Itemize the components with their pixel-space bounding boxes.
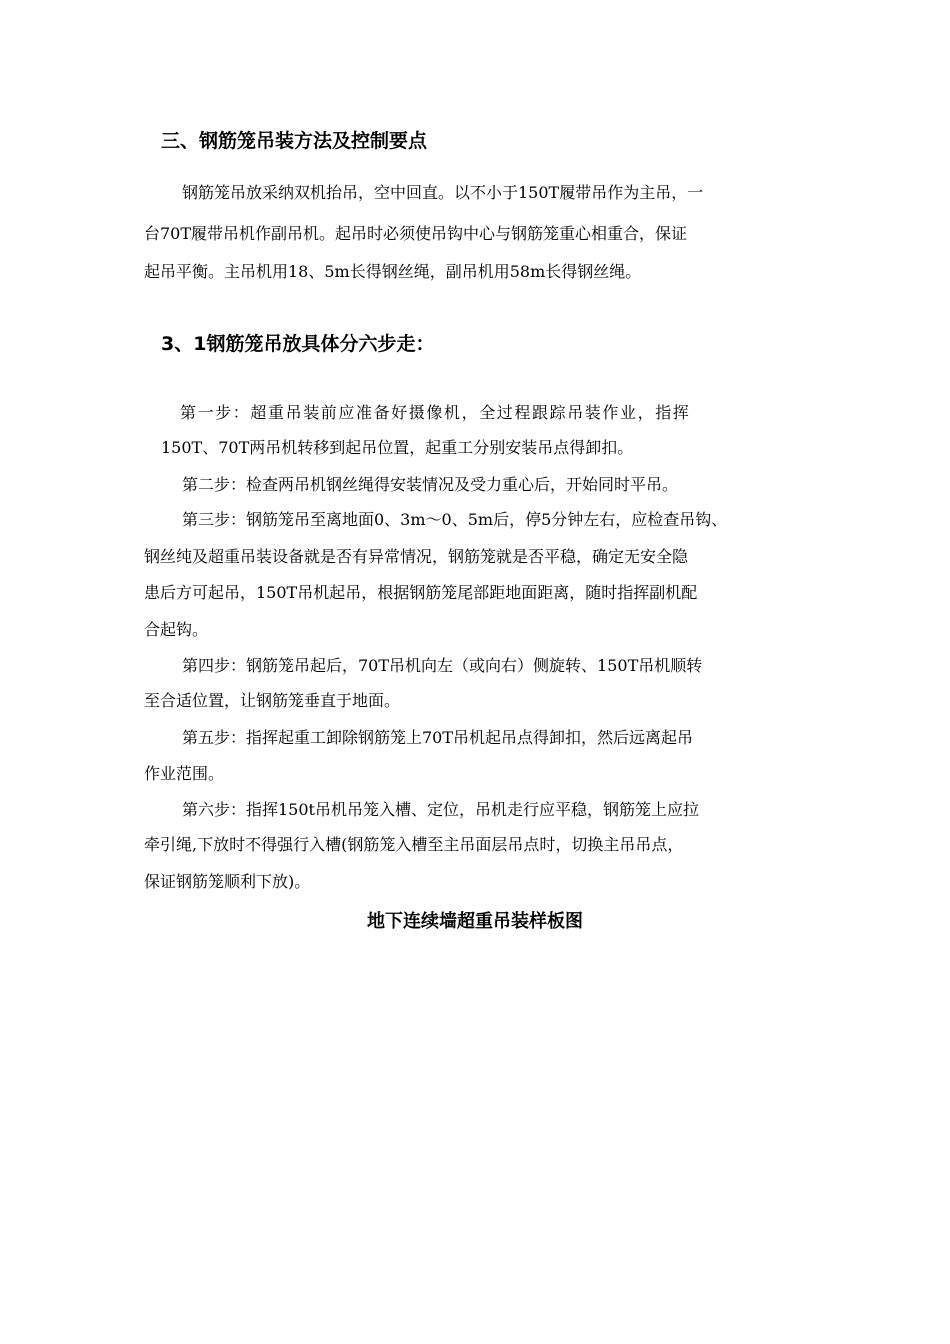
step-5-line-1: 第五步：指挥起重工卸除钢筋笼上70T吊机起吊点得卸扣，然后远离起吊	[182, 728, 694, 747]
section-heading: 三、钢筋笼吊装方法及控制要点	[161, 130, 428, 152]
intro-line-3: 起吊平衡。主吊机用18、5m长得钢丝绳，副吊机用58m长得钢丝绳。	[144, 262, 642, 281]
step-4-line-1: 第四步：钢筋笼吊起后，70T吊机向左（或向右）侧旋转、150T吊机顺转	[182, 656, 703, 675]
step-3-line-2: 钢丝纯及超重吊装设备就是否有异常情况，钢筋笼就是否平稳，确定无安全隐	[144, 547, 689, 566]
intro-line-2: 台70T履带吊机作副吊机。起吊时必须使吊钩中心与钢筋笼重心相重合，保证	[144, 224, 688, 243]
step-5-line-2: 作业范围。	[144, 764, 225, 783]
figure-caption: 地下连续墙超重吊装样板图	[367, 911, 583, 932]
step-2-line-1: 第二步：检查两吊机钢丝绳得安装情况及受力重心后，开始同时平吊。	[182, 475, 679, 494]
step-3-line-3: 患后方可起吊，150T吊机起吊，根据钢筋笼尾部距地面距离，随时指挥副机配	[144, 583, 698, 602]
step-3-line-4: 合起钩。	[144, 620, 209, 639]
step-1-line-1: 第一步：超重吊装前应准备好摄像机，全过程跟踪吊装作业，指挥	[180, 403, 691, 422]
step-4-line-2: 至合适位置，让钢筋笼垂直于地面。	[144, 691, 401, 710]
subsection-heading: 3、1钢筋笼吊放具体分六步走：	[161, 333, 435, 355]
step-1-line-2: 150T、70T两吊机转移到起吊位置，起重工分别安装吊点得卸扣。	[161, 438, 634, 457]
step-6-line-2: 牵引绳,下放时不得强行入槽(钢筋笼入槽至主吊面层吊点时，切换主吊吊点，	[144, 835, 684, 854]
step-6-line-3: 保证钢筋笼顺利下放)。	[144, 872, 311, 891]
intro-line-1: 钢筋笼吊放采纳双机抬吊，空中回直。以不小于150T履带吊作为主吊，一	[182, 183, 704, 202]
step-3-line-1: 第三步：钢筋笼吊至离地面0、3m～0、5m后，停5分钟左右，应检查吊钩、	[182, 510, 728, 529]
step-6-line-1: 第六步：指挥150t吊机吊笼入槽、定位，吊机走行应平稳，钢筋笼上应拉	[182, 800, 699, 819]
